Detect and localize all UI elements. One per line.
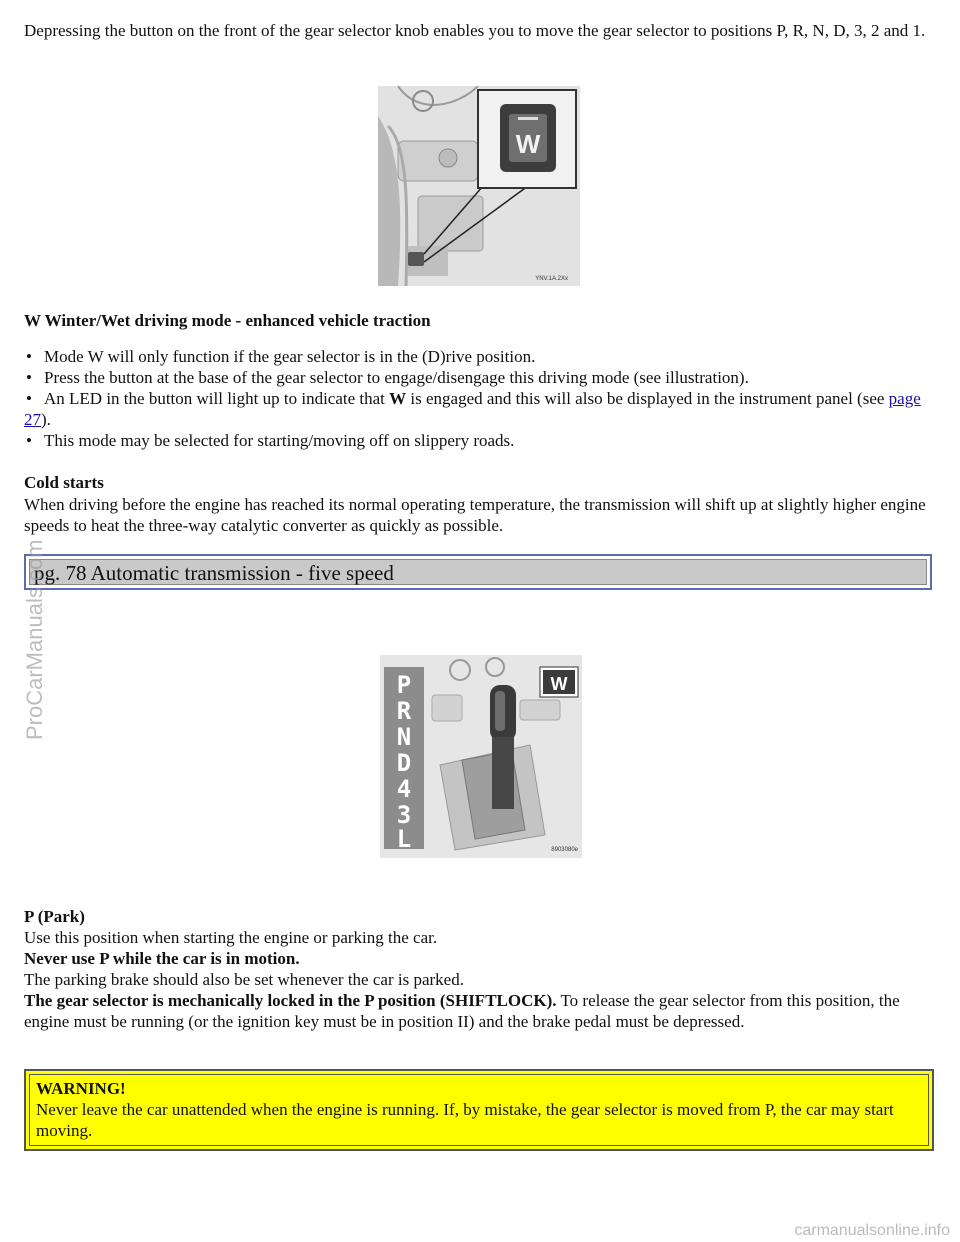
cold-starts-title: Cold starts (24, 473, 104, 492)
figure1-code: YNV.1A.2Xx (535, 276, 568, 282)
gear-position-d: D (396, 749, 412, 777)
w-mode-list (24, 346, 936, 451)
section-title-bar (24, 554, 932, 590)
park-line-2: The parking brake should also be set whenever the car is parked. (24, 970, 464, 989)
list-item: • An LED in the button will light up to indicate that W is engaged and this will also be displayed in the instrument panel (see page 27). (24, 388, 936, 430)
intro-paragraph: Depressing the button on the front of the gear selector knob enables you to move the gear selector to positions P, R, N, D, 3, 2 and 1. (24, 21, 926, 40)
figure2-code: 8903080e (551, 847, 578, 853)
gear-position-r: R (396, 697, 412, 725)
w-button-letter-2: W (550, 674, 568, 694)
warning-body: Never leave the car unattended when the engine is running. If, by mistake, the gear selector is moved from P, the car may start moving. (36, 1100, 894, 1140)
gear-position-l: L (396, 825, 412, 853)
list-item: • Press the button at the base of the gear selector to engage/disengage this driving mode (see illustration). (24, 367, 936, 388)
w-mode-heading: W Winter/Wet driving mode - enhanced vehicle traction (24, 311, 431, 330)
park-title: P (Park) (24, 907, 85, 926)
small-w-button (408, 252, 424, 266)
list-item: • This mode may be selected for starting/moving off on slippery roads. (24, 430, 936, 451)
w-button-letter: W (515, 129, 541, 159)
gear-position-3: 3 (396, 801, 412, 829)
footer-watermark: carmanualsonline.info (794, 1222, 950, 1239)
park-line-1: Use this position when starting the engine or parking the car. (24, 928, 438, 947)
page-27-link[interactable]: page 27 (24, 389, 921, 429)
w-button-illustration (378, 86, 580, 286)
list-item: • Mode W will only function if the gear selector is in the (D)rive position. (24, 346, 936, 367)
warning-title: WARNING! (36, 1079, 126, 1098)
shiftlock-paragraph: The gear selector is mechanically locked in the P position (SHIFTLOCK). To release the gear selector from this position, the engine must be running (or the ignition key must be in position II) and the brake pedal must be depressed. (24, 991, 900, 1031)
warning-box (24, 1069, 934, 1151)
svg-text:ProCarManuals.com: ProCarManuals.com (22, 539, 47, 740)
gear-selector-illustration (380, 655, 582, 858)
watermark (20, 510, 50, 740)
cold-starts-body: When driving before the engine has reached its normal operating temperature, the transmission will shift up at slightly higher engine speeds to heat the three-way catalytic converter as quickly as possible. (24, 495, 926, 535)
park-section (24, 906, 936, 1032)
section-title: pg. 78 Automatic transmission - five speed (29, 559, 927, 585)
park-warning: Never use P while the car is in motion. (24, 949, 300, 968)
gear-position-4: 4 (396, 775, 412, 803)
gear-position-n: N (396, 723, 412, 751)
gear-position-p: P (396, 671, 412, 699)
